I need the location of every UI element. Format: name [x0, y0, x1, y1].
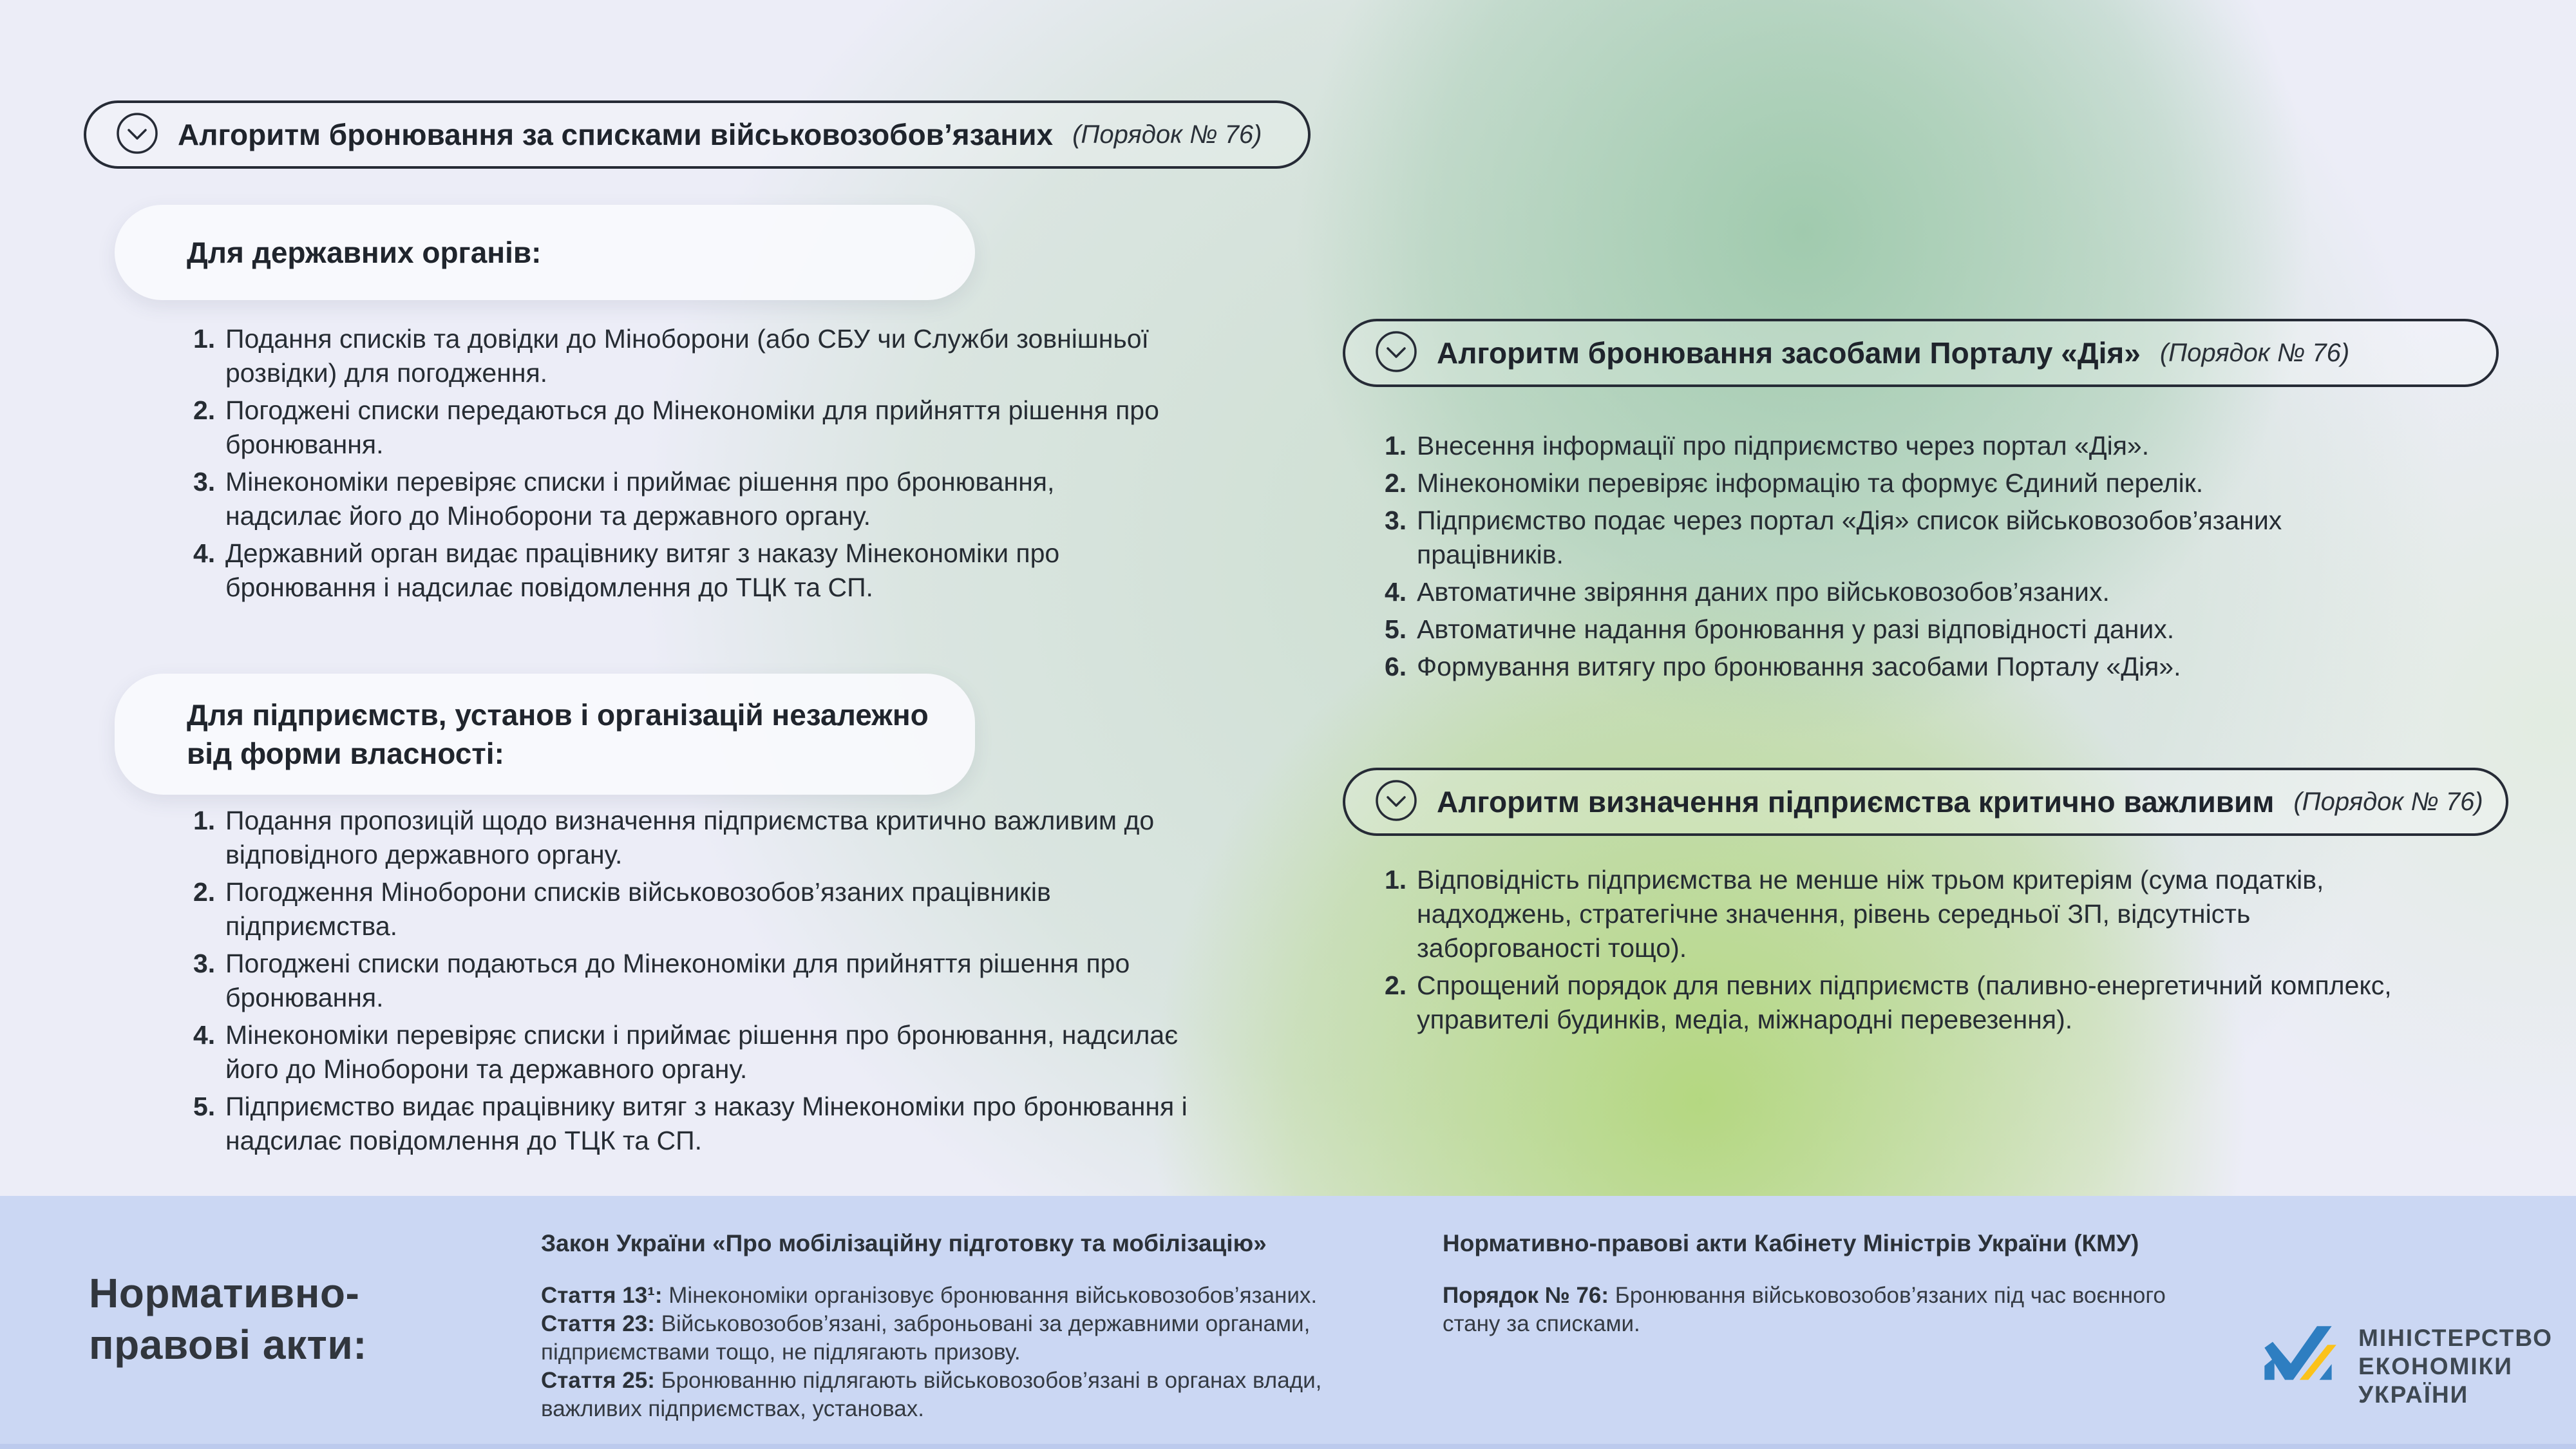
article-label: Стаття 25: — [541, 1368, 661, 1393]
list-item-number: 2. — [1385, 971, 1407, 1000]
ministry-logo-text-line: УКРАЇНИ — [2358, 1381, 2469, 1408]
ministry-logo-text — [2358, 1324, 2553, 1409]
list-item — [1385, 650, 2325, 684]
list-item-text: Подання пропозицій щодо визначення підприємства критично важливим до відповідного державного органу. — [225, 806, 1155, 869]
kmu-articles — [1443, 1282, 2183, 1338]
list-item-number: 4. — [193, 1020, 216, 1050]
section-title-suffix: (Порядок № 76) — [1072, 120, 1262, 149]
ministry-logo — [2254, 1320, 2553, 1409]
group-heading: Для державних органів: — [187, 236, 542, 269]
list-item — [193, 947, 1198, 1015]
article-label: Порядок № 76: — [1443, 1283, 1615, 1308]
list-item — [1385, 575, 2325, 609]
list-item-number: 1. — [193, 324, 216, 354]
list-item-text: Подання списків та довідки до Міноборони (або СБУ чи Служби зовнішньої розвідки) для погодження. — [225, 324, 1149, 388]
list-item-text: Підприємство подає через портал «Дія» список військовозобов’язаних працівників. — [1417, 506, 2282, 569]
list-item-number: 4. — [1385, 577, 1407, 607]
article-text: Бронюванню підлягають військовозобов’язані в органах влади, важливих підприємствах, установах. — [541, 1368, 1322, 1421]
ministry-logo-mark-icon — [2254, 1320, 2342, 1388]
footer-heading-line: правові акти: — [89, 1321, 367, 1368]
list-item-text: Відповідність підприємства не менше ніж трьом критеріям (сума податків, надходжень, стратегічне значення, рівень середньої ЗП, відсутність заборгованості тощо). — [1417, 865, 2324, 963]
list-item-text: Спрощений порядок для певних підприємств (паливно-енергетичний комплекс, управителі будинків, медіа, міжнародні перевезення). — [1417, 971, 2392, 1034]
list-item-text: Підприємство видає працівнику витяг з наказу Мінекономіки про бронювання і надсилає повідомлення до ТЦК та СП. — [225, 1092, 1188, 1155]
list-item — [1385, 466, 2325, 500]
list-item-number: 3. — [193, 467, 216, 497]
list-item-number: 1. — [1385, 431, 1407, 460]
list-item-number: 6. — [1385, 652, 1407, 681]
list-item — [193, 322, 1172, 390]
list-item — [193, 804, 1198, 872]
numbered-list-critical — [1385, 863, 2441, 1040]
ministry-logo-text-line: ЕКОНОМІКИ — [2358, 1353, 2513, 1379]
ministry-logo-text-line: МІНІСТЕРСТВО — [2358, 1325, 2553, 1351]
list-item-text: Погоджені списки подаються до Мінекономіки для прийняття рішення про бронювання. — [225, 949, 1130, 1012]
list-item-number: 5. — [1385, 614, 1407, 644]
list-item — [193, 1090, 1198, 1158]
list-item — [1385, 429, 2325, 463]
numbered-list-state-organs — [193, 322, 1172, 608]
group-heading: Для підприємств, установ і організацій незалежно від форми власності: — [187, 698, 929, 770]
article-text: Бронювання військовозобов’язаних під час воєнного стану за списками. — [1443, 1283, 2166, 1336]
article-item — [1443, 1282, 2183, 1338]
article-text: Військовозобов’язані, заброньовані за державними органами, підприємствами тощо, не підлягають призову. — [541, 1311, 1311, 1365]
article-label: Стаття 23: — [541, 1311, 661, 1336]
law-title: Закон України «Про мобілізаційну підготовку та мобілізацію» — [541, 1230, 1267, 1256]
law-articles — [541, 1282, 1404, 1423]
list-item-number: 5. — [193, 1092, 216, 1121]
section-title-suffix: (Порядок № 76) — [2159, 338, 2350, 367]
list-item — [193, 875, 1198, 943]
group-heading-card-enterprises — [115, 674, 975, 795]
article-item — [541, 1310, 1404, 1367]
article-text: Мінекономіки організовує бронювання військовозобов’язаних. — [668, 1283, 1318, 1308]
list-item-text: Мінекономіки перевіряє списки і приймає рішення про бронювання, надсилає його до Міноборони та державного органу. — [225, 1020, 1179, 1084]
list-item-text: Мінекономіки перевіряє списки і приймає рішення про бронювання, надсилає його до Міноборони та державного органу. — [225, 467, 1055, 531]
numbered-list-enterprises — [193, 804, 1198, 1161]
list-item-number: 2. — [193, 877, 216, 907]
list-item — [1385, 863, 2441, 965]
list-item — [193, 1018, 1198, 1086]
footer-heading-line: Нормативно- — [89, 1270, 360, 1316]
list-item-text: Автоматичне надання бронювання у разі відповідності даних. — [1417, 614, 2175, 644]
list-item-number: 1. — [1385, 865, 1407, 895]
list-item-number: 3. — [193, 949, 216, 978]
section-title: Алгоритм бронювання за списками військовозобов’язаних — [178, 118, 1054, 151]
list-item-number: 2. — [193, 395, 216, 425]
list-item-text: Погодження Міноборони списків військовозобов’язаних працівників підприємства. — [225, 877, 1051, 941]
numbered-list-diia — [1385, 429, 2325, 687]
list-item-text: Формування витягу про бронювання засобами Порталу «Дія». — [1417, 652, 2181, 681]
chevron-down-icon — [116, 112, 158, 158]
list-item-text: Внесення інформації про підприємство через портал «Дія». — [1417, 431, 2150, 460]
list-item — [193, 536, 1172, 605]
list-item-number: 4. — [193, 538, 216, 568]
list-item — [1385, 969, 2441, 1037]
footer-band-edge — [0, 1444, 2576, 1449]
footer-heading — [89, 1267, 367, 1370]
section-title: Алгоритм визначення підприємства критично важливим — [1437, 785, 2275, 819]
article-label: Стаття 13¹: — [541, 1283, 669, 1308]
footer-column-kmu — [1443, 1229, 2183, 1338]
list-item-number: 2. — [1385, 468, 1407, 498]
list-item-text: Автоматичне звіряння даних про військовозобов’язаних. — [1417, 577, 2110, 607]
list-item — [193, 465, 1172, 533]
chevron-down-icon — [1375, 779, 1417, 825]
list-item-text: Мінекономіки перевіряє інформацію та формує Єдиний перелік. — [1417, 468, 2204, 498]
list-item-text: Погоджені списки передаються до Мінекономіки для прийняття рішення про бронювання. — [225, 395, 1159, 459]
footer-column-law — [541, 1229, 1404, 1423]
list-item — [1385, 504, 2325, 572]
section-pill-lists-algorithm[interactable] — [84, 100, 1311, 169]
group-heading-card-state-organs — [115, 205, 975, 300]
chevron-down-icon — [1375, 330, 1417, 376]
section-pill-diia-algorithm[interactable] — [1343, 319, 2499, 387]
list-item — [193, 393, 1172, 462]
list-item — [1385, 612, 2325, 647]
section-title: Алгоритм бронювання засобами Порталу «Дія» — [1437, 336, 2141, 370]
kmu-title: Нормативно-правові акти Кабінету Міністрів України (КМУ) — [1443, 1230, 2139, 1256]
list-item-text: Державний орган видає працівнику витяг з наказу Мінекономіки про бронювання і надсилає повідомлення до ТЦК та СП. — [225, 538, 1060, 602]
article-item — [541, 1282, 1404, 1310]
article-item — [541, 1367, 1404, 1423]
list-item-number: 1. — [193, 806, 216, 835]
section-title-suffix: (Порядок № 76) — [2293, 787, 2483, 816]
list-item-number: 3. — [1385, 506, 1407, 535]
section-pill-critical-algorithm[interactable] — [1343, 768, 2508, 836]
